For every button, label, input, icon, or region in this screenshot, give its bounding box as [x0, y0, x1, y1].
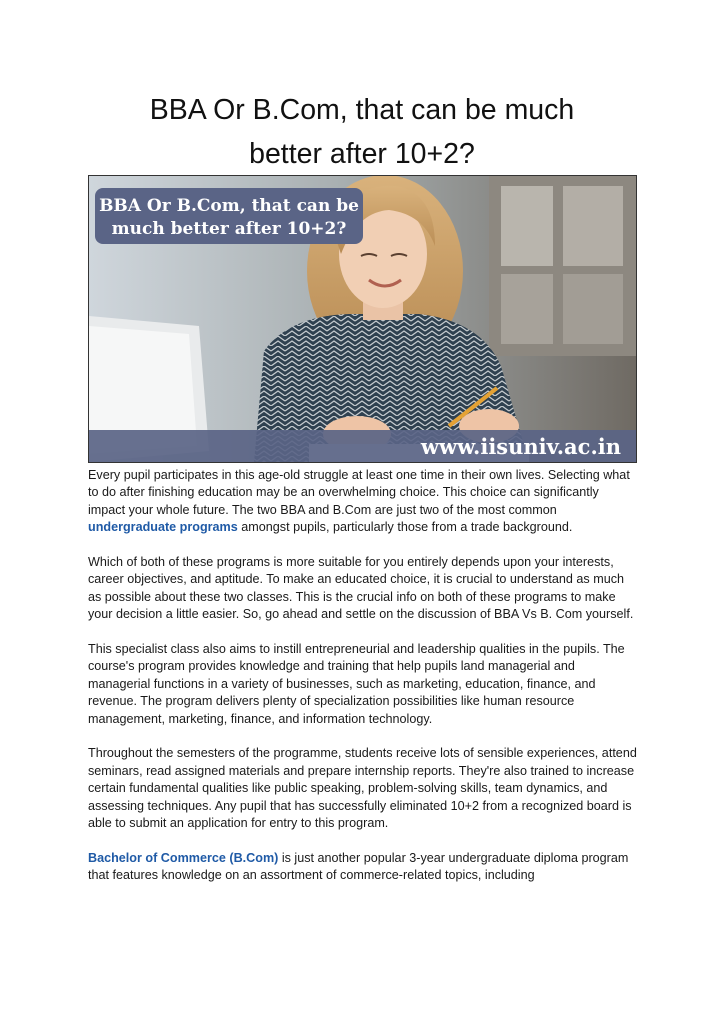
paragraph-1: Every pupil participates in this age-old struggle at least one time in their own lives. Selecting what to do after finishing education may be an overwhelming choice. This choice can significantly impact your whole future. The two BBA and B.Com are just two of the most common undergraduate programs amongst pupils, particularly those from a trade background.	[88, 468, 630, 535]
website-url: www.iisuniv.ac.in	[420, 434, 621, 459]
banner-line-2: much better after 10+2?	[111, 219, 347, 239]
title-line-1: BBA Or B.Com, that can be much	[149, 94, 575, 126]
paragraph-3: This specialist class also aims to instill entrepreneurial and leadership qualities in the pupils. The course's program provides knowledge and training that help pupils land managerial and managerial functions in a variety of businesses, such as marketing, education, finance, and revenue. The program delivers plenty of specialization possibilities like human resource management, marketing, finance, and information technology.	[88, 642, 625, 726]
banner-line-1: BBA Or B.Com, that can be	[99, 196, 359, 216]
bcom-link[interactable]: Bachelor of Commerce (B.Com)	[88, 850, 279, 865]
article-body	[88, 467, 638, 902]
paragraph-5: Bachelor of Commerce (B.Com) is just another popular 3-year undergraduate diploma program that features knowledge on an assortment of commerce-related topics, including	[88, 850, 629, 883]
hero-image	[88, 175, 637, 463]
paragraph-2: Which of both of these programs is more suitable for you entirely depends upon your interests, career objectives, and aptitude. To make an educated choice, it is crucial to understand as much as possible about these two classes. This is the crucial info on both of these programs to make your decision a little easier. So, go ahead and settle on the discussion of BBA Vs B. Com yourself.	[88, 555, 634, 622]
page-title	[88, 88, 636, 176]
title-line-2: better after 10+2?	[249, 138, 475, 170]
paragraph-4: Throughout the semesters of the programme, students receive lots of sensible experiences, attend seminars, read assigned materials and prepare internship reports. They're also trained to increase certain fundamental qualities like public speaking, problem-solving skills, team dynamics, and assessing techniques. Any pupil that has successfully eliminated 10+2 from a recognized board is able to submit an application for entry to this program.	[88, 746, 637, 831]
undergraduate-programs-link[interactable]: undergraduate programs	[88, 520, 238, 535]
